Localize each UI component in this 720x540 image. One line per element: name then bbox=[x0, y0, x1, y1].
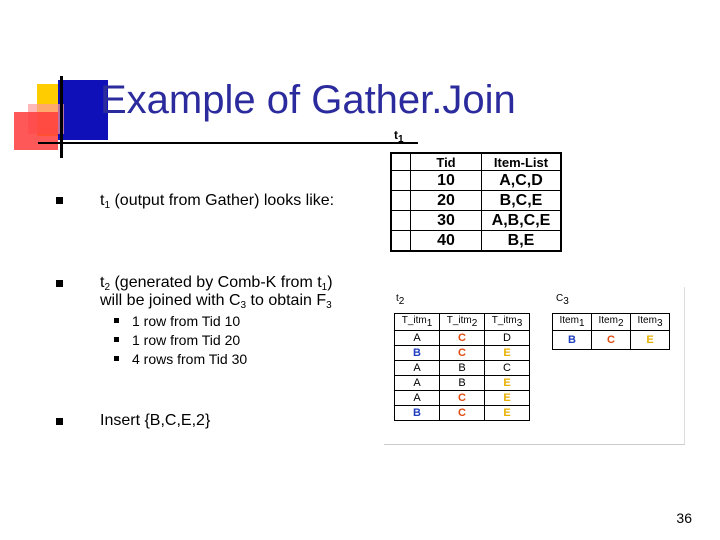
table-row bbox=[391, 191, 561, 211]
table-row bbox=[391, 211, 561, 231]
logo-block-red bbox=[14, 112, 58, 150]
t2-cell: E bbox=[485, 406, 530, 421]
t1-cell-items: B,C,E bbox=[482, 191, 562, 211]
sub-bullet-marker bbox=[114, 318, 119, 323]
t2-cell: A bbox=[395, 361, 440, 376]
t2-label: $t_2$ bbox=[396, 293, 405, 307]
t1-cell-tid: 40 bbox=[411, 231, 482, 252]
t2-cell: A bbox=[395, 331, 440, 346]
table-row bbox=[395, 361, 530, 376]
c3-table bbox=[552, 313, 670, 350]
t2-cell: E bbox=[485, 376, 530, 391]
t2-cell: C bbox=[440, 391, 485, 406]
t1-table bbox=[390, 152, 562, 252]
t2-cell: E bbox=[485, 346, 530, 361]
t1-header-tid: Tid bbox=[411, 153, 482, 171]
t2-header-3: T_itm$_3$ bbox=[485, 314, 530, 331]
t2-cell: B bbox=[440, 376, 485, 391]
c3-cell: E bbox=[631, 331, 670, 350]
table-row bbox=[395, 331, 530, 346]
t2-table bbox=[394, 313, 530, 421]
sub-item: 1 row from Tid 20 bbox=[132, 332, 241, 348]
sub-item: 4 rows from Tid 30 bbox=[132, 351, 248, 367]
slide-title: Example of Gather.Join bbox=[100, 78, 516, 122]
logo-vertical-rule bbox=[60, 76, 63, 158]
bullet-t2-line1: $t_2$ (generated by Comb-K from $t_1$) bbox=[100, 274, 333, 293]
t2-header-2: T_itm$_2$ bbox=[440, 314, 485, 331]
t1-header-itemlist: Item-List bbox=[482, 153, 562, 171]
t2-cell: D bbox=[485, 331, 530, 346]
t2-cell: C bbox=[440, 331, 485, 346]
bullet-t2-line2: will be joined with $C_3$ to obtain $F_3$ bbox=[100, 292, 332, 311]
t2-cell: B bbox=[395, 406, 440, 421]
table-row bbox=[395, 346, 530, 361]
bullet-marker bbox=[56, 197, 63, 204]
t2-cell: C bbox=[440, 406, 485, 421]
t1-cell-tid: 20 bbox=[411, 191, 482, 211]
c3-label: $C_3$ bbox=[556, 293, 569, 307]
t2-cell: C bbox=[485, 361, 530, 376]
t2-cell: C bbox=[440, 346, 485, 361]
bullet-marker bbox=[56, 418, 63, 425]
t1-label: $t_1$ bbox=[394, 128, 404, 145]
t2-header-1: T_itm$_1$ bbox=[395, 314, 440, 331]
t2-cell: E bbox=[485, 391, 530, 406]
t1-cell-tid: 10 bbox=[411, 171, 482, 191]
t1-corner-cell bbox=[391, 153, 411, 171]
row-gutter bbox=[391, 211, 411, 231]
t2-cell: B bbox=[440, 361, 485, 376]
t1-cell-tid: 30 bbox=[411, 211, 482, 231]
bullet-marker bbox=[56, 280, 63, 287]
c3-header-2: Item$_2$ bbox=[592, 314, 631, 331]
table-row bbox=[553, 331, 670, 350]
c3-cell: B bbox=[553, 331, 592, 350]
row-gutter bbox=[391, 231, 411, 252]
sub-item: 1 row from Tid 10 bbox=[132, 313, 241, 329]
row-gutter bbox=[391, 171, 411, 191]
t2-cell: A bbox=[395, 391, 440, 406]
row-gutter bbox=[391, 191, 411, 211]
bullet-insert-text: Insert {B,C,E,2} bbox=[100, 412, 211, 429]
title-underline bbox=[38, 142, 418, 144]
page-number: 36 bbox=[676, 510, 692, 526]
sub-bullet-marker bbox=[114, 337, 119, 342]
bullet-t1-text: $t_1$ (output from Gather) looks like: bbox=[100, 192, 335, 211]
t1-cell-items: A,B,C,E bbox=[482, 211, 562, 231]
table-row bbox=[391, 171, 561, 191]
c3-header-3: Item$_3$ bbox=[631, 314, 670, 331]
c3-cell: C bbox=[592, 331, 631, 350]
table-row bbox=[395, 406, 530, 421]
t2-cell: B bbox=[395, 346, 440, 361]
table-row bbox=[395, 376, 530, 391]
sub-bullet-marker bbox=[114, 356, 119, 361]
t2-cell: A bbox=[395, 376, 440, 391]
table-row bbox=[395, 391, 530, 406]
t1-cell-items: A,C,D bbox=[482, 171, 562, 191]
t1-cell-items: B,E bbox=[482, 231, 562, 252]
c3-header-1: Item$_1$ bbox=[553, 314, 592, 331]
table-row bbox=[391, 231, 561, 252]
